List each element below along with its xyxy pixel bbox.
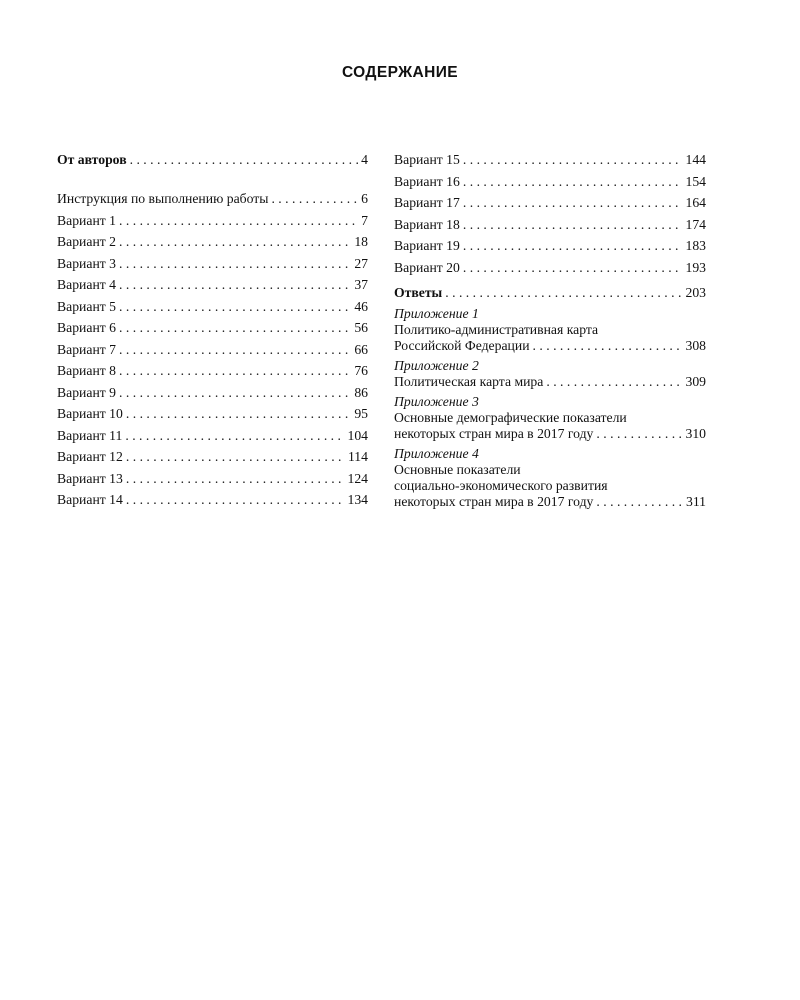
toc-entry-label: Вариант 20 — [394, 259, 460, 275]
toc-page-number: 86 — [354, 384, 368, 400]
toc-entry-variant[interactable] — [394, 195, 706, 211]
toc-entry-appendix[interactable] — [394, 446, 706, 510]
toc-page-number: 308 — [685, 338, 706, 353]
toc-entry-variant[interactable] — [57, 363, 368, 379]
toc-entry-label: От авторов — [57, 152, 127, 167]
page-title: СОДЕРЖАНИЕ — [341, 64, 459, 81]
appendix-title-line: Российской Федерации — [394, 338, 530, 353]
toc-page-number: 37 — [354, 277, 368, 292]
toc-page-number: 174 — [685, 216, 706, 232]
toc-entry-variant[interactable] — [57, 256, 368, 272]
toc-page-number: 114 — [347, 449, 368, 464]
leader-dots — [271, 191, 358, 207]
appendix-title-line: социально-экономического развития — [394, 478, 608, 493]
toc-page-number: 18 — [354, 234, 368, 249]
toc-entry-label: Вариант 12 — [57, 449, 123, 464]
leader-dots — [119, 277, 351, 293]
appendix-title-line: Политическая карта мира — [394, 374, 544, 389]
toc-entry-variant[interactable] — [57, 406, 368, 422]
appendix-heading: Приложение 1 — [394, 306, 479, 321]
leader-dots — [126, 406, 351, 422]
toc-entry-label: Вариант 19 — [394, 238, 460, 253]
toc-entry-label: Вариант 16 — [394, 173, 460, 189]
right-variant-list — [394, 152, 706, 276]
appendix-heading: Приложение 4 — [394, 446, 479, 461]
toc-page-number: 193 — [685, 259, 706, 275]
toc-entry-variant[interactable] — [57, 213, 368, 229]
toc-page-number: 183 — [685, 238, 706, 253]
toc-entry-label: Вариант 10 — [57, 406, 123, 421]
leader-dots — [445, 285, 682, 301]
toc-page-number: 7 — [361, 212, 368, 228]
toc-entry-appendix[interactable] — [394, 306, 706, 354]
toc-page-number: 95 — [354, 406, 368, 421]
leader-dots — [463, 238, 683, 254]
toc-page-number: 76 — [354, 363, 368, 378]
toc-page-number: 27 — [354, 255, 368, 271]
appendix-title-row — [394, 374, 706, 390]
toc-entry-variant[interactable] — [394, 152, 706, 168]
leader-dots — [463, 174, 683, 190]
appendix-title-line: некоторых стран мира в 2017 году — [394, 494, 594, 509]
toc-page-number: 66 — [354, 341, 368, 357]
toc-entry-label: Вариант 6 — [57, 320, 117, 335]
leader-dots — [463, 260, 683, 276]
appendix-title-row — [394, 338, 706, 354]
leader-dots — [130, 152, 359, 168]
toc-entry-label: Вариант 3 — [57, 255, 117, 271]
toc-entry-label: Инструкция по выполнению работы — [57, 191, 269, 206]
toc-entry-label: Вариант 11 — [57, 427, 123, 443]
leader-dots — [533, 338, 683, 354]
toc-page-number: 124 — [347, 470, 368, 486]
leader-dots — [596, 494, 683, 510]
leader-dots — [119, 299, 351, 315]
toc-page-number: 56 — [354, 320, 368, 335]
toc-entry-variant[interactable] — [57, 492, 368, 508]
toc-entry-variant[interactable] — [57, 449, 368, 465]
toc-page-number: 6 — [361, 191, 368, 206]
toc-page-number: 310 — [685, 426, 706, 441]
toc-entry-label: Вариант 2 — [57, 234, 117, 249]
leader-dots — [463, 152, 683, 168]
appendix-title-line: некоторых стран мира в 2017 году — [394, 426, 594, 441]
toc-page-number: 104 — [347, 427, 368, 443]
leader-dots — [126, 449, 345, 465]
leader-dots — [126, 471, 345, 487]
leader-dots — [119, 256, 351, 272]
leader-dots — [119, 213, 358, 229]
toc-entry-label: Вариант 17 — [394, 195, 460, 210]
leader-dots — [463, 217, 683, 233]
toc-entry-instruction[interactable] — [57, 191, 368, 207]
appendix-heading: Приложение 3 — [394, 394, 479, 409]
toc-entry-appendix[interactable] — [394, 358, 706, 390]
toc-entry-variant[interactable] — [57, 428, 368, 444]
toc-entry-appendix[interactable] — [394, 394, 706, 442]
toc-page-number: 4 — [361, 152, 368, 167]
toc-page-number: 46 — [354, 298, 368, 314]
toc-page-number: 154 — [685, 173, 706, 189]
leader-dots — [596, 426, 682, 442]
toc-entry-variant[interactable] — [57, 342, 368, 358]
appendix-title-line: Основные демографические показатели — [394, 410, 627, 425]
appendix-title-line: Основные показатели — [394, 462, 521, 477]
toc-page-number: 203 — [685, 284, 706, 300]
leader-dots — [125, 428, 344, 444]
toc-entry-variant[interactable] — [394, 174, 706, 190]
toc-entry-variant[interactable] — [57, 385, 368, 401]
toc-entry-variant[interactable] — [57, 234, 368, 250]
toc-entry-variant[interactable] — [57, 277, 368, 293]
leader-dots — [126, 492, 345, 508]
leader-dots — [546, 374, 682, 390]
leader-dots — [119, 234, 351, 250]
leader-dots — [119, 363, 351, 379]
appendix-title-row — [394, 426, 706, 442]
toc-right-column — [394, 152, 706, 510]
toc-page-number: 164 — [685, 195, 706, 210]
toc-entry-label: Вариант 18 — [394, 216, 460, 232]
toc-page-number: 144 — [685, 152, 706, 167]
toc-entry-variant[interactable] — [394, 238, 706, 254]
toc-entry-label: Вариант 1 — [57, 212, 117, 228]
toc-entry-authors[interactable] — [57, 152, 368, 168]
appendix-list — [394, 306, 706, 510]
toc-entry-variant[interactable] — [57, 320, 368, 336]
toc-entry-variant[interactable] — [57, 299, 368, 315]
toc-page-number: 311 — [685, 494, 706, 509]
toc-entry-label: Вариант 4 — [57, 277, 117, 292]
toc-entry-label: Вариант 5 — [57, 298, 117, 314]
toc-entry-label: Ответы — [394, 284, 443, 300]
toc-entry-answers[interactable] — [394, 285, 706, 301]
toc-page-number: 134 — [347, 492, 368, 507]
toc-entry-label: Вариант 8 — [57, 363, 117, 378]
toc-entry-label: Вариант 13 — [57, 470, 123, 486]
appendix-title-row — [394, 494, 706, 510]
toc-entry-label: Вариант 14 — [57, 492, 123, 507]
toc-entry-label: Вариант 7 — [57, 341, 117, 357]
toc-entry-variant[interactable] — [57, 471, 368, 487]
leader-dots — [119, 342, 351, 358]
leader-dots — [119, 320, 351, 336]
leader-dots — [463, 195, 683, 211]
appendix-title-line: Политико-административная карта — [394, 322, 599, 337]
toc-left-column — [57, 152, 368, 508]
toc-entry-variant[interactable] — [394, 260, 706, 276]
toc-entry-label: Вариант 9 — [57, 384, 117, 400]
toc-entry-label: Вариант 15 — [394, 152, 460, 167]
toc-entry-variant[interactable] — [394, 217, 706, 233]
left-variant-list — [57, 213, 368, 509]
leader-dots — [119, 385, 351, 401]
appendix-heading: Приложение 2 — [394, 358, 479, 373]
toc-page-number: 309 — [685, 374, 706, 389]
